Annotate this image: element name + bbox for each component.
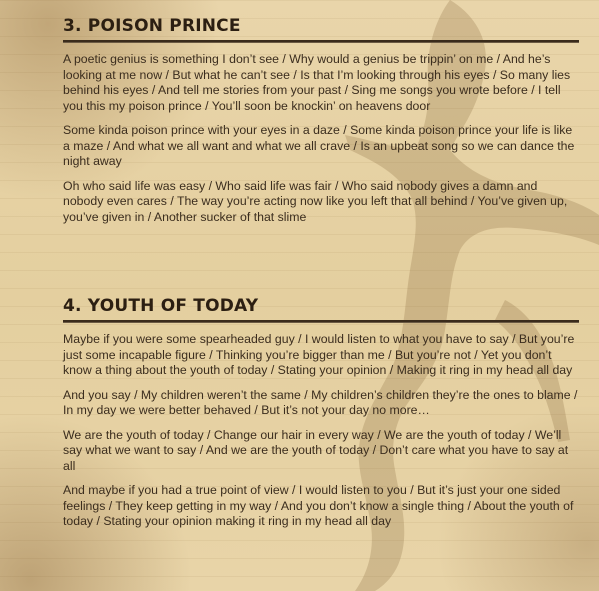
title-divider xyxy=(63,320,579,323)
song-section-poison-prince xyxy=(63,16,579,234)
song-title: 4. YOUTH OF TODAY xyxy=(63,296,259,316)
lyrics-verse: And you say / My children weren’t the same / My children’s children they’re the ones to blame / In my day we were better behaved / But it’s not your day no more… xyxy=(63,387,578,417)
song-section-youth-of-today xyxy=(63,296,579,539)
lyrics-verse: Oh who said life was easy / Who said life was fair / Who said nobody gives a damn and nobody even cares / The way you’re acting now like you left that all behind / You’ve given up, you’ve given in / Another sucker of that slime xyxy=(63,178,568,224)
lyrics-verse: We are the youth of today / Change our hair in every way / We are the youth of today / We’ll say what we want to say / And we are the youth of today / Don’t care what you have to say at all xyxy=(63,427,569,473)
title-divider xyxy=(63,40,579,43)
song-title: 3. POISON PRINCE xyxy=(63,16,241,36)
lyrics-verse: Some kinda poison prince with your eyes in a daze / Some kinda poison prince your life is like a maze / And what we all want and what we all crave / Is an upbeat song so we can dance the night away xyxy=(63,123,575,168)
lyrics-verse: And maybe if you had a true point of view / I would listen to you / But it’s just your one sided feelings / They keep getting in my way / And you don’t know a single thing / About the youth of today / Stating your opinion making it ring in my head all day xyxy=(63,483,574,528)
lyrics-verse: Maybe if you were some spearheaded guy / I would listen to what you have to say / But you’re just some incapable figure / Thinking you’re bigger than me / But you’re not / Yet you don’t know a thing about the youth of today / Stating your opinion / Making it ring in my head all day xyxy=(63,332,575,377)
lyrics-verse: A poetic genius is something I don’t see / Why would a genius be trippin’ on me / And he’s looking at me now / But what he can’t see / Is that I’m looking through his eyes / So many lies behind his eyes / And tell me stories from your past / Sing me songs you wrote before / I tell you this my poison prince / You’ll soon be knockin’ on heavens door xyxy=(63,52,571,113)
